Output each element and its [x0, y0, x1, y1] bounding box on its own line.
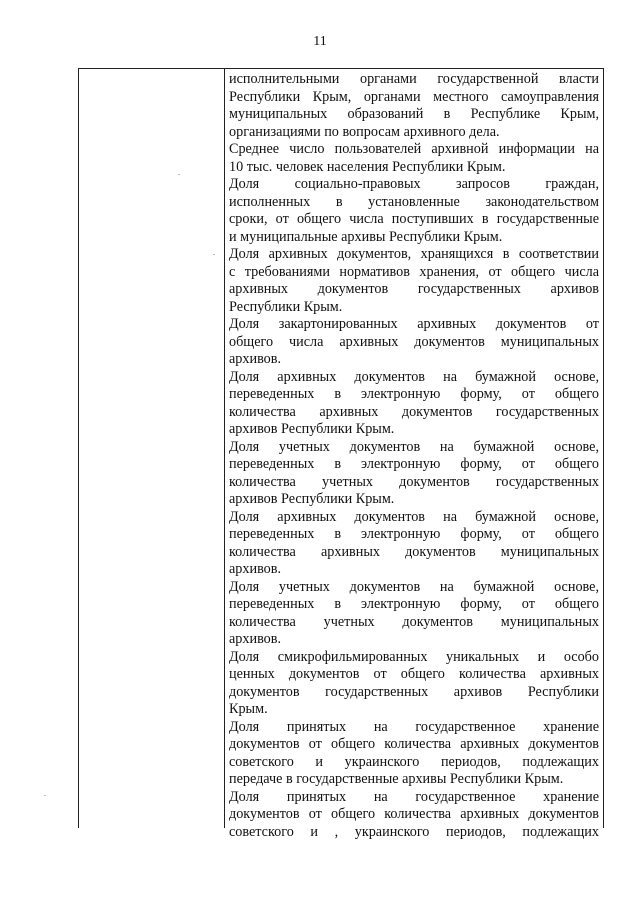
text-line: Доля архивных документов на бумажной основе,	[229, 508, 599, 525]
text-line: Крым.	[229, 701, 268, 717]
text-line: переведенных в электронную форму, от общего	[229, 386, 599, 402]
text-line: общего числа архивных документов муниципальных	[229, 333, 599, 350]
text-paragraph	[229, 246, 599, 316]
text-line: переведенных в электронную форму, от общего	[229, 456, 599, 472]
text-paragraph	[229, 439, 599, 509]
text-paragraph	[229, 719, 599, 789]
text-line: 10 тыс. человек населения Республики Крым.	[229, 158, 506, 175]
text-line: архивов Республики Крым.	[229, 421, 395, 437]
page-number: 11	[313, 34, 327, 49]
text-line: советского и украинского периодов, подлежащих	[229, 753, 599, 770]
text-line: архивов.	[229, 561, 282, 577]
table-left-column	[79, 69, 225, 828]
text-line: Доля принятых на государственное хранение	[229, 788, 599, 805]
text-line: исполненных в установленные законодательством	[229, 193, 599, 210]
text-line: Доля смикрофильмированных уникальных и особо	[229, 648, 599, 665]
text-line: количества учетных документов государственных	[229, 473, 599, 490]
text-line: переведенных в электронную форму, от общего	[229, 596, 599, 612]
text-line: количества учетных документов муниципальных	[229, 613, 599, 630]
text-line: Доля социально-правовых запросов граждан,	[229, 176, 599, 192]
text-paragraph	[229, 509, 599, 579]
scan-dot: .	[44, 789, 46, 798]
text-line: архивов Республики Крым.	[229, 491, 395, 507]
text-line: и муниципальные архивы Республики Крым.	[229, 228, 503, 245]
text-line: документов государственных архивов Республики	[229, 683, 599, 700]
text-line: муниципальных образований в Республике Крым,	[229, 106, 599, 122]
text-line: переведенных в электронную форму, от общего	[229, 526, 599, 542]
text-paragraph	[229, 649, 599, 719]
text-paragraph	[229, 316, 599, 369]
text-paragraph	[229, 369, 599, 439]
text-line: Доля учетных документов на бумажной основе,	[229, 578, 599, 595]
document-table	[78, 68, 604, 840]
text-line: документов от общего количества архивных документов	[229, 806, 599, 822]
text-paragraph	[229, 141, 599, 176]
text-line: сроки, от общего числа поступивших в государственные	[229, 211, 599, 227]
text-line: архивов.	[229, 631, 282, 647]
text-paragraph	[229, 176, 599, 246]
text-line: количества архивных документов государственных	[229, 403, 599, 420]
scan-dot: .	[213, 248, 215, 257]
text-line: Доля архивных документов, хранящихся в соответствии	[229, 246, 599, 262]
text-line: ценных документов от общего количества архивных	[229, 666, 599, 682]
text-paragraph	[229, 789, 599, 842]
text-line: советского и , украинского периодов, подлежащих	[229, 823, 599, 840]
text-line: Доля принятых на государственное хранение	[229, 718, 599, 735]
text-line: исполнительными органами государственной власти	[229, 71, 599, 87]
text-paragraph	[229, 71, 599, 141]
text-paragraph	[229, 579, 599, 649]
table-right-column	[225, 69, 605, 840]
text-line: Среднее число пользователей архивной информации на	[229, 141, 599, 157]
text-line: организациями по вопросам архивного дела.	[229, 123, 500, 140]
text-line: передаче в государственные архивы Республики Крым.	[229, 771, 564, 787]
text-line: Доля учетных документов на бумажной основе,	[229, 438, 599, 455]
scan-dot: .	[178, 168, 180, 177]
text-line: Доля закартонированных архивных документов от	[229, 316, 599, 332]
text-line: архивных документов государственных архивов	[229, 281, 599, 297]
text-line: архивов.	[229, 351, 282, 367]
text-line: документов от общего количества архивных документов	[229, 736, 599, 752]
text-line: Доля архивных документов на бумажной основе,	[229, 368, 599, 385]
text-line: количества архивных документов муниципальных	[229, 543, 599, 560]
text-line: с требованиями нормативов хранения, от общего числа	[229, 263, 599, 280]
text-line: Республики Крым, органами местного самоуправления	[229, 88, 599, 105]
text-line: Республики Крым.	[229, 298, 343, 315]
